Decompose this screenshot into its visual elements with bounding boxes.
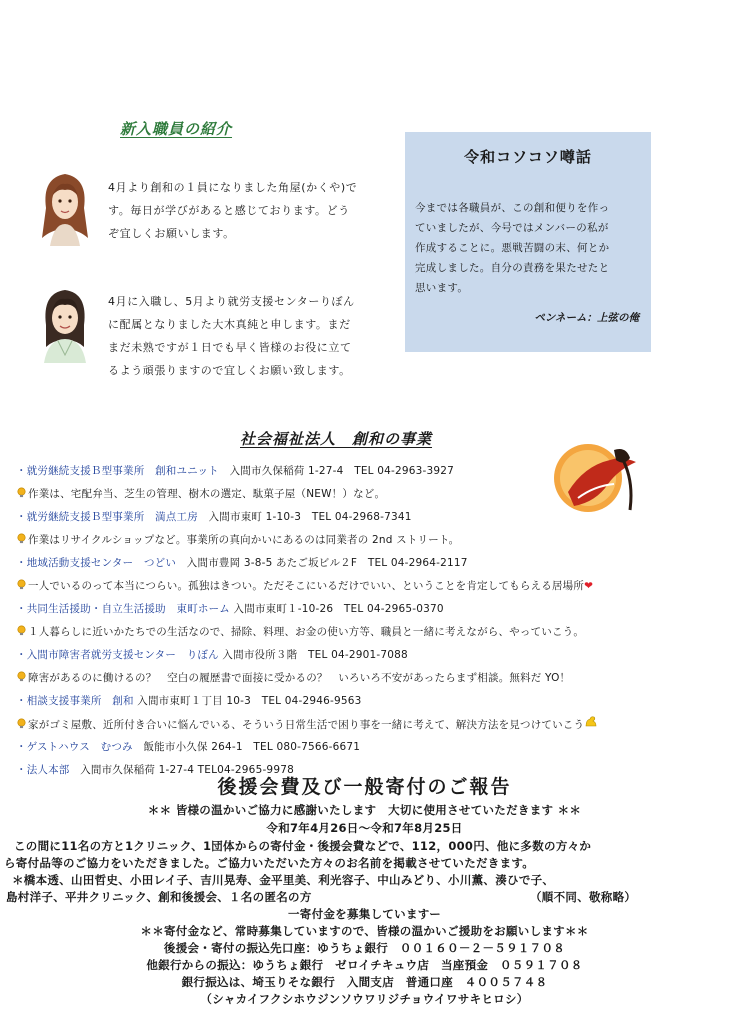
new-staff-title: 新入職員の紹介 (120, 120, 233, 138)
service-office-row (16, 463, 454, 478)
service-office-detail: 入間市豊岡 3-8-5 あたご坂ビル２F TEL 04-2964-2117 (176, 557, 468, 569)
staff-2-line: るよう頑張りますので宜しくお願い致します。 (108, 364, 351, 377)
service-description-row (16, 532, 459, 547)
report-summary-1: この間に11名の方と1クリニック、1団体からの寄付金・後援会費などで、112，000円、他に多数の方々か (14, 839, 592, 853)
pen-name: ペンネーム：上弦の俺 (534, 312, 639, 324)
service-office-detail: 入間市東町１‐10-26 TEL 04-2965-0370 (230, 603, 444, 615)
service-description-row (16, 670, 570, 685)
gossip-line: 作成することに。悪戦苦闘の末、何とか (415, 242, 610, 254)
staff-1-intro (108, 176, 378, 245)
report-title: 後援会費及び一般寄付のご報告 (217, 776, 512, 798)
service-office-row (16, 739, 360, 754)
report-names-1: ＊橋本透、山田哲史、小田レイ子、吉川晃寿、金平里美、利光容子、中山みどり、小川薫、湊ひで子、 (12, 873, 555, 887)
service-office-row (16, 601, 444, 616)
gossip-title: 令和コソコソ噂話 (464, 148, 592, 166)
service-office-row (16, 509, 412, 524)
report-recruit: 一寄付金を募集していますー (287, 907, 442, 921)
staff-1-line: ぞ宜しくお願いします。 (108, 227, 235, 240)
service-office-name: ・就労継続支援Ｂ型事業所 創和ユニット (16, 465, 219, 477)
staff-2-intro (108, 290, 368, 382)
service-office-name: ・入間市障害者就労支援センター りぼん (16, 649, 219, 661)
report-summary-2: ら寄付品等のご協力をいただきました。ご協力いただいた方々のお名前を掲載させていただきます。 (4, 856, 535, 870)
staff-1-portrait (36, 168, 94, 246)
report-bank-3: 銀行振込は、埼玉りそな銀行 入間支店 普通口座 ４００５７４８ (181, 975, 548, 989)
service-office-detail: 入間市久保稲荷 1-27-4 TEL 04-2963-3927 (218, 465, 455, 477)
gossip-line: 思います。 (415, 282, 469, 294)
gossip-line: 完成しました。自分の責務を果たせたと (415, 262, 610, 274)
flexed-arm-icon (584, 719, 598, 731)
service-description: 作業はリサイクルショップなど。事業所の真向かいにあるのは同業者の 2nd ストリート。 (28, 534, 460, 546)
service-office-row (16, 647, 408, 662)
emblem-illustration (544, 440, 644, 518)
report-names-2: 島村洋子、平井クリニック、創和後援会、１名の匿名の方 (6, 890, 312, 904)
services-title: 社会福祉法人 創和の事業 (240, 430, 433, 448)
staff-1-line: す。毎日が学びがあると感じております。どう (108, 204, 350, 217)
service-description: 障害があるのに働けるの？ 空白の履歴書で面接に受かるの？ いろいろ不安があったらまず相談。無料だ YO！ (28, 672, 571, 684)
gossip-line: ていましたが、今号ではメンバーの私が (415, 222, 609, 234)
staff-2-portrait (36, 285, 94, 363)
heart-icon: ❤ (584, 580, 594, 592)
service-office-name: ・共同生活援助・自立生活援助 東町ホーム (16, 603, 230, 615)
service-description-row (16, 486, 385, 501)
staff-1-line: 4月より創和の１員になりました角屋(かくや)で (108, 181, 358, 194)
service-office-detail: 入間市役所３階 TEL 04-2901-7088 (218, 649, 408, 661)
service-office-name: ・相談支援事業所 創和 (16, 695, 134, 707)
service-office-name: ・法人本部 (16, 764, 70, 776)
service-description: 家がゴミ屋敷、近所付き合いに悩んでいる、そういう日常生活で困り事を一緒に考えて、解決方法を見つけていこう (28, 719, 585, 731)
lightbulb-icon (16, 579, 27, 590)
service-office-detail: 入間市東町１丁目 10-3 TEL 04-2946-9563 (133, 695, 362, 707)
staff-2-line: 4月に入職し、5月より就労支援センターりぼん (108, 295, 355, 308)
lightbulb-icon (16, 718, 27, 729)
gossip-body (415, 198, 643, 298)
lightbulb-icon (16, 487, 27, 498)
service-description: 一人でいるのって本当につらい。孤独はきつい。ただそこにいるだけでいい、ということを肯定してもらえる居場所 (28, 580, 585, 592)
lightbulb-icon (16, 625, 27, 636)
gossip-line: 今までは各職員が、この創和便りを作っ (415, 202, 610, 214)
staff-2-line: まだ未熟ですが１日でも早く皆様のお役に立て (108, 341, 352, 354)
service-office-name: ・ゲストハウス むつみ (16, 741, 133, 753)
report-bank-1: 後援会・寄付の振込先口座：ゆうちょ銀行 ００１６０－２－５９１７０８ (163, 941, 566, 955)
service-office-name: ・就労継続支援Ｂ型事業所 満点工房 (16, 511, 198, 523)
report-thanks: ＊＊ 皆様の温かいご協力に感謝いたします 大切に使用させていただきます ＊＊ (147, 803, 582, 817)
service-office-row (16, 693, 362, 708)
lightbulb-icon (16, 671, 27, 682)
service-description: 作業は、宅配弁当、芝生の管理、樹木の選定、駄菓子屋（NEW！）など。 (28, 488, 386, 500)
report-account-name: （シャカイフクシホウジンソウワリジチョウイワサキヒロシ） (200, 992, 529, 1006)
service-office-name: ・地域活動支援センター つどい (16, 557, 177, 569)
service-description-row (16, 624, 584, 639)
lightbulb-icon (16, 533, 27, 544)
staff-2-line: に配属となりました大木真純と申します。まだ (108, 318, 351, 331)
service-office-detail: 飯能市小久保 264-1 TEL 080-7566-6671 (132, 741, 361, 753)
report-appeal: ＊＊寄付金など、常時募集していますので、皆様の温かいご援助をお願いします＊＊ (140, 924, 589, 938)
gossip-box (405, 132, 651, 352)
report-names-note: （順不同、敬称略） (530, 890, 637, 904)
report-bank-2: 他銀行からの振込：ゆうちょ銀行 ゼロイチキュウ店 当座預金 ０５９１７０８ (146, 958, 583, 972)
service-description-row (16, 578, 593, 593)
service-office-detail: 入間市久保稲荷 1-27-4 TEL04-2965-9978 (69, 764, 294, 776)
service-description: １人暮らしに近いかたちでの生活なので、掃除、料理、お金の使い方等、職員と一緒に考えながら、やっていこう。 (28, 626, 585, 638)
report-period: 令和7年4月26日～令和7年8月25日 (266, 821, 463, 835)
service-description-row (16, 716, 598, 732)
service-office-row (16, 555, 468, 570)
service-office-detail: 入間市東町 1-10-3 TEL 04-2968-7341 (197, 511, 412, 523)
